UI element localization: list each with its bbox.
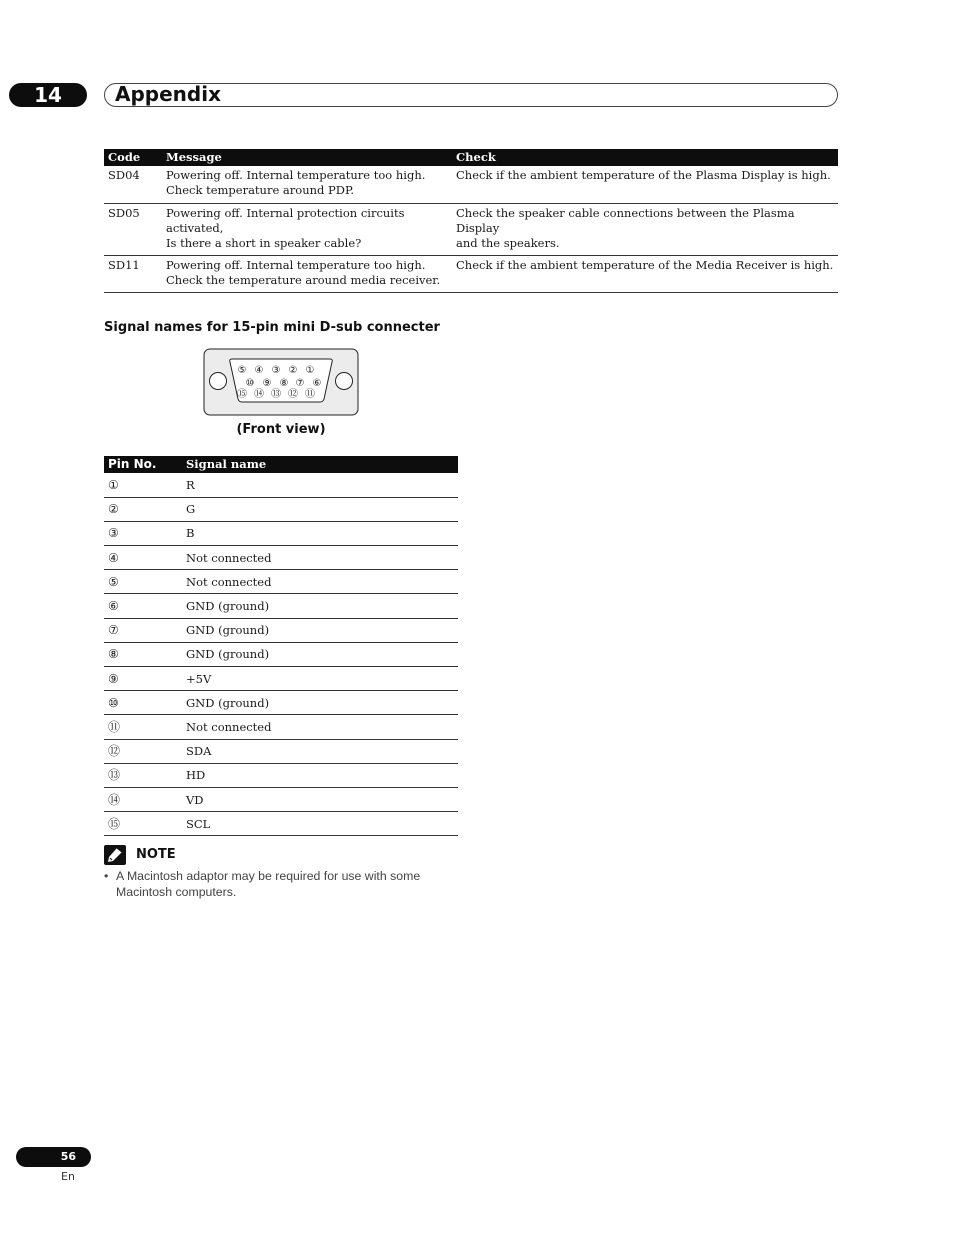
error-code-table bbox=[104, 149, 838, 293]
note-text: A Macintosh adaptor may be required for use with some Macintosh computers. bbox=[116, 869, 421, 899]
column-header-check: Check bbox=[452, 149, 838, 166]
error-check bbox=[452, 255, 838, 292]
table-row bbox=[104, 166, 838, 203]
signal-name: GND (ground) bbox=[182, 594, 458, 618]
pin-number: ⑦ bbox=[104, 618, 182, 642]
signal-name: GND (ground) bbox=[182, 618, 458, 642]
error-message-line: Check temperature around PDP. bbox=[166, 183, 355, 197]
table-row bbox=[104, 203, 838, 255]
table-row bbox=[104, 570, 458, 594]
signal-name: R bbox=[182, 473, 458, 497]
pin-number: ⑭ bbox=[104, 787, 182, 811]
section-heading: Signal names for 15-pin mini D-sub connecter bbox=[104, 320, 440, 335]
pin-label: ⑧ bbox=[279, 378, 289, 389]
d-sub-connector-diagram bbox=[200, 346, 362, 418]
table-row bbox=[104, 255, 838, 292]
pin-label: ⑥ bbox=[312, 378, 322, 389]
pin-label: ② bbox=[288, 365, 298, 376]
pin-number: ① bbox=[104, 473, 182, 497]
table-row bbox=[104, 667, 458, 691]
signal-name: G bbox=[182, 497, 458, 521]
chapter-title: Appendix bbox=[115, 82, 221, 106]
pin-label: ⑬ bbox=[271, 389, 281, 400]
pin-number: ⑤ bbox=[104, 570, 182, 594]
signal-name: Not connected bbox=[182, 715, 458, 739]
bullet-marker: • bbox=[104, 869, 109, 883]
pin-signal-table bbox=[104, 456, 458, 836]
pin-label: ③ bbox=[271, 365, 281, 376]
pin-number: ⑩ bbox=[104, 691, 182, 715]
error-message-line: Powering off. Internal protection circuits activated, bbox=[166, 205, 405, 235]
error-message-line: Check the temperature around media receiver. bbox=[166, 272, 441, 287]
error-message bbox=[162, 166, 452, 203]
error-check-line: Check the speaker cable connections between the Plasma Display bbox=[456, 205, 795, 235]
table-header-row bbox=[104, 149, 838, 166]
pin-label: ⑫ bbox=[288, 389, 298, 400]
error-code: SD11 bbox=[104, 255, 162, 292]
table-row bbox=[104, 787, 458, 811]
pin-number: ④ bbox=[104, 546, 182, 570]
pencil-note-icon bbox=[104, 845, 126, 865]
table-row bbox=[104, 739, 458, 763]
note-title: NOTE bbox=[136, 847, 176, 862]
table-row bbox=[104, 618, 458, 642]
pin-label: ⑤ bbox=[237, 365, 247, 376]
error-message bbox=[162, 203, 452, 255]
column-header-signal: Signal name bbox=[182, 456, 458, 473]
signal-name: HD bbox=[182, 763, 458, 787]
pin-label: ⑭ bbox=[254, 389, 264, 400]
signal-name: B bbox=[182, 521, 458, 545]
error-message-line: Powering off. Internal temperature too high. bbox=[166, 257, 426, 272]
table-row bbox=[104, 546, 458, 570]
signal-name: Not connected bbox=[182, 546, 458, 570]
table-row bbox=[104, 812, 458, 836]
table-row bbox=[104, 642, 458, 666]
pin-number: ⑮ bbox=[104, 812, 182, 836]
connector-caption: (Front view) bbox=[236, 422, 326, 437]
error-message-line: Powering off. Internal temperature too high. bbox=[166, 168, 426, 182]
connector-screw-left bbox=[210, 373, 227, 390]
pin-label: ⑩ bbox=[245, 378, 255, 389]
signal-name: GND (ground) bbox=[182, 642, 458, 666]
page-number-badge: 56 bbox=[16, 1147, 91, 1167]
pin-number: ⑬ bbox=[104, 763, 182, 787]
pin-label: ① bbox=[305, 365, 315, 376]
pin-number: ⑥ bbox=[104, 594, 182, 618]
pin-label: ⑪ bbox=[305, 389, 315, 400]
error-code: SD05 bbox=[104, 203, 162, 255]
pin-number: ⑪ bbox=[104, 715, 182, 739]
signal-name: SDA bbox=[182, 739, 458, 763]
table-row bbox=[104, 473, 458, 497]
pin-number: ⑨ bbox=[104, 667, 182, 691]
connector-screw-right bbox=[336, 373, 353, 390]
table-row bbox=[104, 763, 458, 787]
pin-number: ⑫ bbox=[104, 739, 182, 763]
table-row bbox=[104, 594, 458, 618]
column-header-pin: Pin No. bbox=[104, 456, 182, 473]
error-check-line: and the speakers. bbox=[456, 235, 560, 250]
pin-label: ⑮ bbox=[237, 389, 247, 400]
error-message-line: Is there a short in speaker cable? bbox=[166, 235, 362, 250]
column-header-code: Code bbox=[104, 149, 162, 166]
chapter-number-badge: 14 bbox=[9, 83, 87, 107]
pin-label: ④ bbox=[254, 365, 264, 376]
signal-name: VD bbox=[182, 787, 458, 811]
note-item bbox=[104, 869, 454, 900]
error-check-line: Check if the ambient temperature of the Media Receiver is high. bbox=[456, 257, 834, 272]
signal-name: SCL bbox=[182, 812, 458, 836]
pin-label: ⑨ bbox=[262, 378, 272, 389]
signal-name: GND (ground) bbox=[182, 691, 458, 715]
pencil-icon bbox=[104, 845, 126, 865]
table-row bbox=[104, 691, 458, 715]
page-language-code: En bbox=[61, 1170, 75, 1183]
table-row bbox=[104, 521, 458, 545]
error-check-line: Check if the ambient temperature of the Plasma Display is high. bbox=[456, 168, 831, 182]
error-check bbox=[452, 203, 838, 255]
column-header-message: Message bbox=[162, 149, 452, 166]
table-row bbox=[104, 497, 458, 521]
error-message bbox=[162, 255, 452, 292]
error-check bbox=[452, 166, 838, 203]
signal-name: +5V bbox=[182, 667, 458, 691]
table-header-row bbox=[104, 456, 458, 473]
pin-number: ② bbox=[104, 497, 182, 521]
error-code: SD04 bbox=[104, 166, 162, 203]
pin-number: ③ bbox=[104, 521, 182, 545]
pin-number: ⑧ bbox=[104, 642, 182, 666]
signal-name: Not connected bbox=[182, 570, 458, 594]
table-row bbox=[104, 715, 458, 739]
pin-label: ⑦ bbox=[295, 378, 305, 389]
